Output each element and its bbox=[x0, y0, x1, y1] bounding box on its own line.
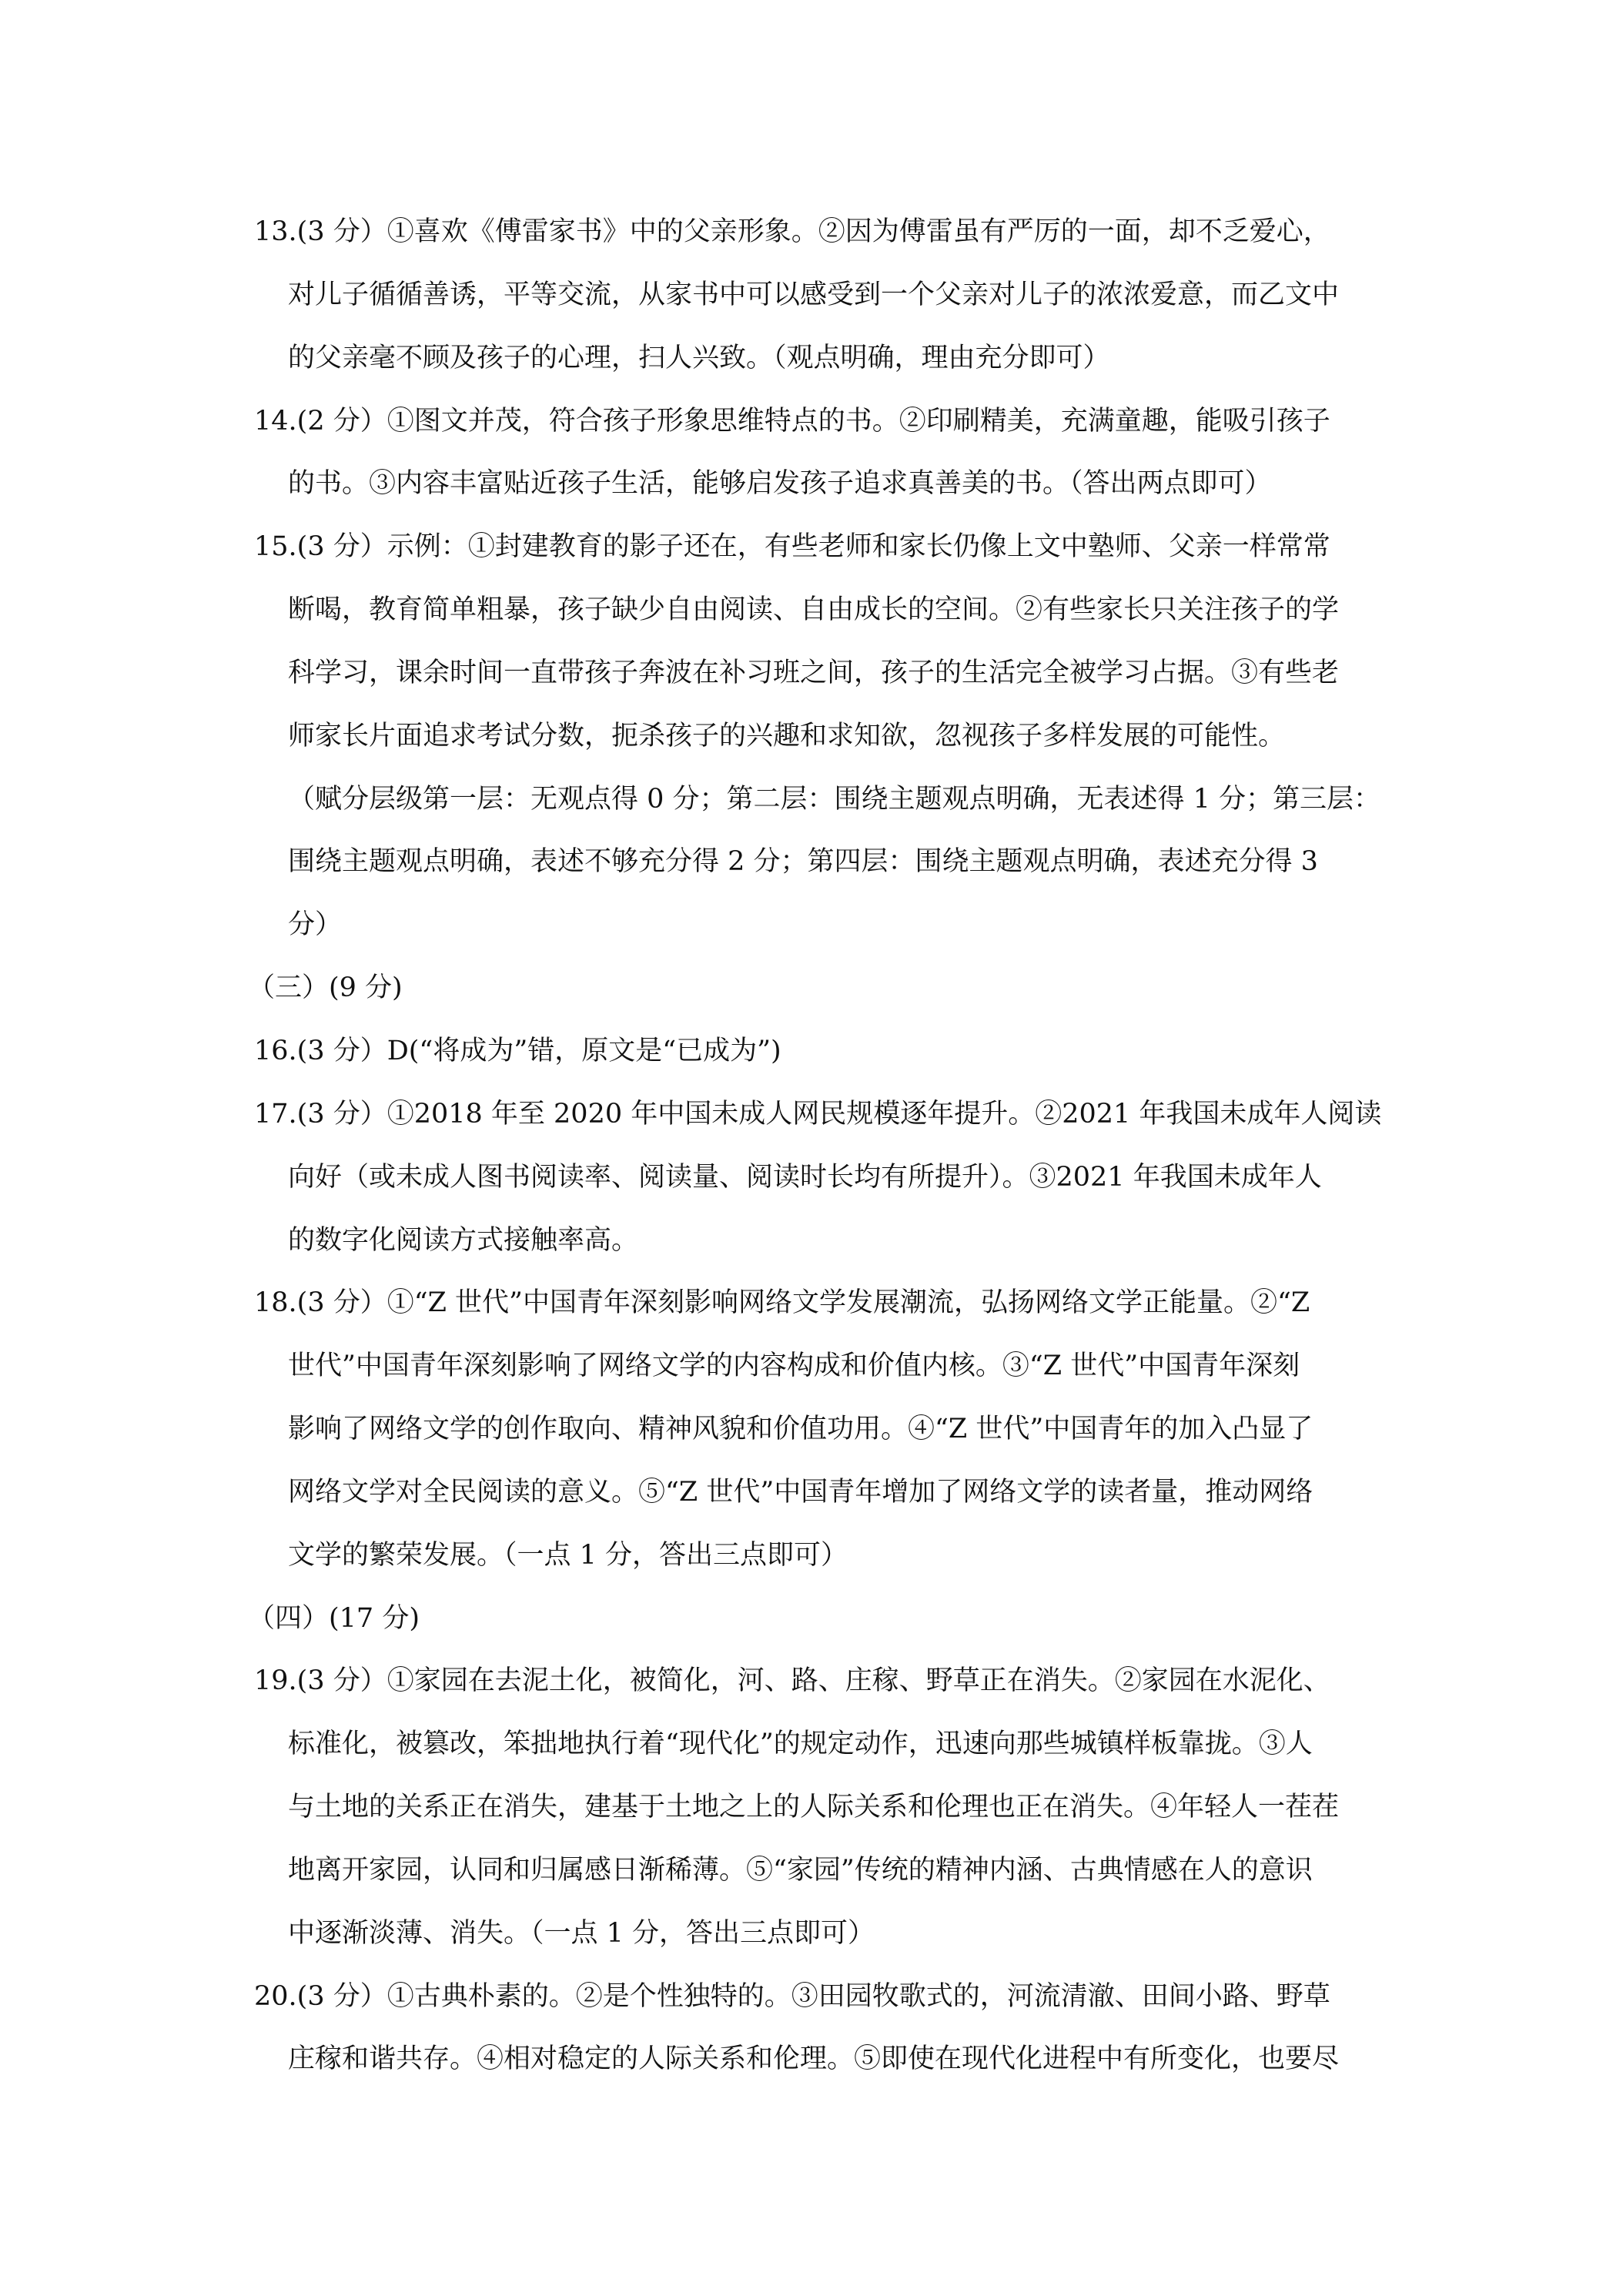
q17-line-3: 的数字化阅读方式接触率高。 bbox=[288, 1225, 639, 1256]
q19-line-1: 19.(3 分）①家园在去泥土化，被简化，河、路、庄稼、野草正在消失。②家园在水泥化、 bbox=[254, 1665, 1330, 1696]
q19-line-4: 地离开家园，认同和归属感日渐稀薄。⑤“家园”传统的精神内涵、古典情感在人的意识 bbox=[288, 1855, 1313, 1886]
q15-line-2: 断喝，教育简单粗暴，孩子缺少自由阅读、自由成长的空间。②有些家长只关注孩子的学 bbox=[288, 594, 1340, 625]
section-3-heading: （三）(9 分) bbox=[248, 972, 403, 1003]
q18-line-5: 文学的繁荣发展。（一点 1 分，答出三点即可） bbox=[288, 1540, 848, 1571]
q14-line-1: 14.(2 分）①图文并茂，符合孩子形象思维特点的书。②印刷精美，充满童趣，能吸引孩子 bbox=[254, 406, 1330, 437]
q18-line-3: 影响了网络文学的创作取向、精神风貌和价值功用。④“Z 世代”中国青年的加入凸显了 bbox=[288, 1414, 1313, 1444]
q20-line-1: 20.(3 分）①古典朴素的。②是个性独特的。③田园牧歌式的，河流清澈、田间小路、野草 bbox=[254, 1981, 1330, 2012]
q15-line-1: 15.(3 分）示例：①封建教育的影子还在，有些老师和家长仍像上文中塾师、父亲一样常常 bbox=[254, 531, 1330, 562]
q19-line-3: 与土地的关系正在消失，建基于土地之上的人际关系和伦理也正在消失。④年轻人一茬茬 bbox=[288, 1792, 1340, 1822]
q13-line-3: 的父亲毫不顾及孩子的心理，扫人兴致。（观点明确，理由充分即可） bbox=[288, 343, 1110, 373]
q18-line-4: 网络文学对全民阅读的意义。⑤“Z 世代”中国青年增加了网络文学的读者量，推动网络 bbox=[288, 1477, 1313, 1508]
q15-line-4: 师家长片面追求考试分数，扼杀孩子的兴趣和求知欲，忽视孩子多样发展的可能性。 bbox=[288, 721, 1286, 751]
q15-scoring-line-1: （赋分层级第一层：无观点得 0 分；第二层：围绕主题观点明确，无表述得 1 分；第三层： bbox=[288, 784, 1381, 815]
q13-line-2: 对儿子循循善诱，平等交流，从家书中可以感受到一个父亲对儿子的浓浓爱意，而乙文中 bbox=[288, 279, 1340, 310]
q20-line-2: 庄稼和谐共存。④相对稳定的人际关系和伦理。⑤即使在现代化进程中有所变化，也要尽 bbox=[288, 2043, 1340, 2074]
q15-line-3: 科学习，课余时间一直带孩子奔波在补习班之间，孩子的生活完全被学习占据。③有些老 bbox=[288, 658, 1340, 688]
q19-line-5: 中逐渐淡薄、消失。（一点 1 分，答出三点即可） bbox=[288, 1918, 875, 1949]
q17-line-1: 17.(3 分）①2018 年至 2020 年中国未成人网民规模逐年提升。②2021 年我国未成年人阅读 bbox=[254, 1099, 1382, 1130]
q17-line-2: 向好（或未成人图书阅读率、阅读量、阅读时长均有所提升）。③2021 年我国未成年人 bbox=[288, 1162, 1322, 1193]
q15-scoring-line-3: 分） bbox=[288, 909, 343, 940]
q14-line-2: 的书。③内容丰富贴近孩子生活，能够启发孩子追求真善美的书。（答出两点即可） bbox=[288, 468, 1272, 499]
q19-line-2: 标准化，被篡改，笨拙地执行着“现代化”的规定动作，迅速向那些城镇样板靠拢。③人 bbox=[288, 1729, 1313, 1759]
section-4-heading: （四）(17 分) bbox=[248, 1603, 420, 1634]
q18-line-1: 18.(3 分）①“Z 世代”中国青年深刻影响网络文学发展潮流，弘扬网络文学正能量。②“Z bbox=[254, 1287, 1310, 1318]
q13-line-1: 13.(3 分）①喜欢《傅雷家书》中的父亲形象。②因为傅雷虽有严厉的一面，却不乏爱心， bbox=[254, 216, 1330, 247]
q15-scoring-line-2: 围绕主题观点明确，表述不够充分得 2 分；第四层：围绕主题观点明确，表述充分得 3 bbox=[288, 846, 1318, 877]
q16-line-1: 16.(3 分）D(“将成为”错，原文是“已成为”) bbox=[254, 1036, 781, 1066]
q18-line-2: 世代”中国青年深刻影响了网络文学的内容构成和价值内核。③“Z 世代”中国青年深刻 bbox=[288, 1350, 1300, 1381]
